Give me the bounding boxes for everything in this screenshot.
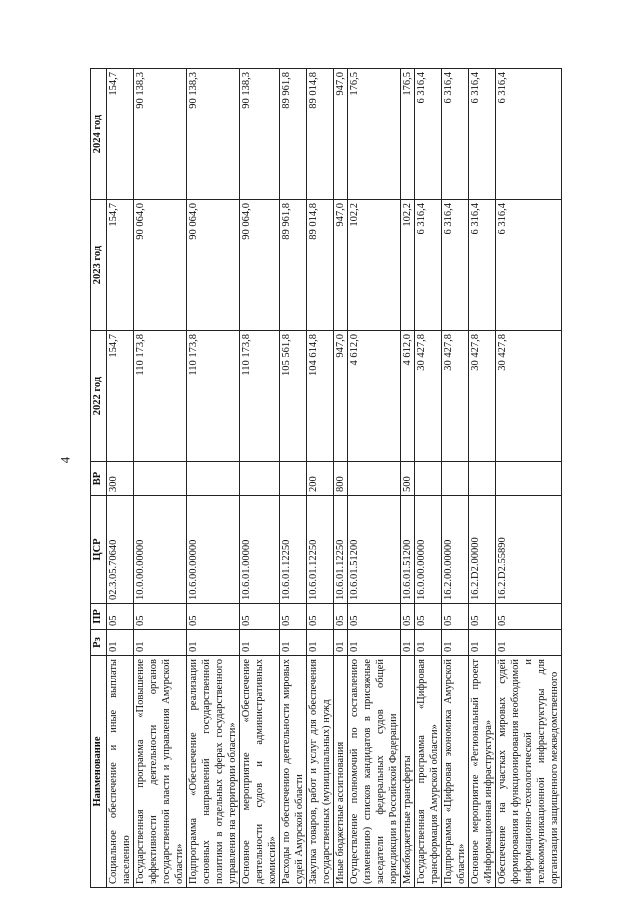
row-pr: 05 [401, 604, 415, 630]
row-2022: 4 612,0 [348, 331, 401, 462]
row-vr [415, 462, 442, 496]
table-row [401, 69, 415, 888]
row-vr: 500 [401, 462, 415, 496]
row-rz: 01 [187, 630, 240, 656]
row-name: Государственная программа «Повышение эффективности деятельности органов государственной власти и управления Амурской области» [134, 656, 187, 888]
row-2022: 30 427,8 [442, 331, 469, 462]
row-pr: 05 [134, 604, 187, 630]
row-vr [348, 462, 401, 496]
row-2022: 110 173,8 [134, 331, 187, 462]
row-2024: 6 316,4 [496, 69, 562, 200]
table-row [415, 69, 442, 888]
row-name: Расходы по обеспечению деятельности мировых судей Амурской области [280, 656, 307, 888]
row-pr: 05 [187, 604, 240, 630]
row-rz: 01 [107, 630, 134, 656]
row-2023: 89 961,8 [280, 200, 307, 331]
row-rz: 01 [280, 630, 307, 656]
row-rz: 01 [442, 630, 469, 656]
row-rz: 01 [415, 630, 442, 656]
row-2023: 90 064,0 [187, 200, 240, 331]
table-row [107, 69, 134, 888]
row-vr [469, 462, 496, 496]
row-csr: 16.0.00.00000 [415, 496, 442, 604]
row-2023: 947,0 [334, 200, 348, 331]
row-vr [134, 462, 187, 496]
row-csr: 16.2.00.00000 [442, 496, 469, 604]
row-2024: 154,7 [107, 69, 134, 200]
row-2024: 176,5 [348, 69, 401, 200]
row-csr: 10.6.01.12250 [280, 496, 307, 604]
row-rz: 01 [307, 630, 334, 656]
row-2022: 105 561,8 [280, 331, 307, 462]
row-2023: 89 014,8 [307, 200, 334, 331]
row-csr: 10.0.00.00000 [134, 496, 187, 604]
row-2023: 6 316,4 [415, 200, 442, 331]
row-name: Государственная программа «Цифровая трансформация Амурской области» [415, 656, 442, 888]
row-vr [280, 462, 307, 496]
row-csr: 10.6.01.12250 [307, 496, 334, 604]
row-rz: 01 [334, 630, 348, 656]
table-row [187, 69, 240, 888]
row-rz: 01 [469, 630, 496, 656]
row-2023: 6 316,4 [496, 200, 562, 331]
header-rz: Рз [91, 630, 107, 656]
row-csr: 16.2.D2.55890 [496, 496, 562, 604]
row-2024: 6 316,4 [469, 69, 496, 200]
header-2024: 2024 год [91, 69, 107, 200]
row-pr: 05 [334, 604, 348, 630]
row-name: Основное мероприятие «Обеспечение деятельности судов и административных комиссий» [240, 656, 280, 888]
header-vr: ВР [91, 462, 107, 496]
table-row [334, 69, 348, 888]
row-name: Закупка товаров, работ и услуг для обеспечения государственных (муниципальных) нужд [307, 656, 334, 888]
page-number: 4 [57, 456, 73, 464]
row-pr: 05 [348, 604, 401, 630]
row-2022: 104 614,8 [307, 331, 334, 462]
row-name: Межбюджетные трансферты [401, 656, 415, 888]
row-pr: 05 [415, 604, 442, 630]
table-header-row [91, 69, 107, 888]
rotated-page-content [90, 68, 580, 888]
row-vr: 800 [334, 462, 348, 496]
row-vr [496, 462, 562, 496]
row-2024: 6 316,4 [442, 69, 469, 200]
row-2022: 30 427,8 [469, 331, 496, 462]
row-2024: 90 138,3 [240, 69, 280, 200]
row-2023: 90 064,0 [240, 200, 280, 331]
row-2024: 947,0 [334, 69, 348, 200]
row-rz: 01 [348, 630, 401, 656]
row-2022: 30 427,8 [415, 331, 442, 462]
row-2023: 6 316,4 [442, 200, 469, 331]
row-csr: 10.6.01.00000 [240, 496, 280, 604]
row-csr: 16.2.D2.00000 [469, 496, 496, 604]
row-rz: 01 [496, 630, 562, 656]
row-csr: 10.6.01.51200 [401, 496, 415, 604]
row-csr: 10.6.00.00000 [187, 496, 240, 604]
row-pr: 05 [496, 604, 562, 630]
row-name: Подпрограмма «Обеспечение реализации основных направлений государственной политики в отдельных сферах государственного управления на территории области» [187, 656, 240, 888]
row-name: Социальное обеспечение и иные выплаты населению [107, 656, 134, 888]
row-2022: 947,0 [334, 331, 348, 462]
row-pr: 05 [442, 604, 469, 630]
table-row [496, 69, 562, 888]
row-name: Обеспечение на участках мировых судей формирования и функционирования необходимой информационно-технологической и телекоммуникационной инфраструктуры для организации защищенного межведомственного [496, 656, 562, 888]
row-2023: 102,2 [348, 200, 401, 331]
header-2022: 2022 год [91, 331, 107, 462]
row-2022: 110 173,8 [187, 331, 240, 462]
row-vr [240, 462, 280, 496]
table-row [348, 69, 401, 888]
row-name: Основное мероприятие «Региональный проект «Информационная инфраструктура» [469, 656, 496, 888]
row-2024: 6 316,4 [415, 69, 442, 200]
row-name: Подпрограмма «Цифровая экономика Амурской области» [442, 656, 469, 888]
row-2023: 6 316,4 [469, 200, 496, 331]
row-rz: 01 [240, 630, 280, 656]
row-csr: 02.3.05.70640 [107, 496, 134, 604]
row-2022: 4 612,0 [401, 331, 415, 462]
row-pr: 05 [307, 604, 334, 630]
row-2024: 90 138,3 [187, 69, 240, 200]
row-2024: 90 138,3 [134, 69, 187, 200]
header-name: Наименование [91, 656, 107, 888]
table-row [280, 69, 307, 888]
row-rz: 01 [134, 630, 187, 656]
header-csr: ЦСР [91, 496, 107, 604]
row-csr: 10.6.01.51200 [348, 496, 401, 604]
table-row [307, 69, 334, 888]
row-2023: 154,7 [107, 200, 134, 331]
row-2024: 89 014,8 [307, 69, 334, 200]
row-name: Осуществление полномочий по составлению (изменению) списков кандидатов в присяжные заседатели федеральных судов общей юрисдикции в Российской Федерации [348, 656, 401, 888]
row-name: Иные бюджетные ассигнования [334, 656, 348, 888]
row-2023: 102,2 [401, 200, 415, 331]
row-2022: 154,7 [107, 331, 134, 462]
header-2023: 2023 год [91, 200, 107, 331]
row-pr: 05 [280, 604, 307, 630]
table-row [442, 69, 469, 888]
row-2022: 110 173,8 [240, 331, 280, 462]
row-rz: 01 [401, 630, 415, 656]
row-2024: 176,5 [401, 69, 415, 200]
row-pr: 05 [107, 604, 134, 630]
row-csr: 10.6.01.12250 [334, 496, 348, 604]
table-row [240, 69, 280, 888]
row-vr: 200 [307, 462, 334, 496]
budget-table [90, 68, 562, 888]
row-2022: 30 427,8 [496, 331, 562, 462]
table-row [134, 69, 187, 888]
row-vr: 300 [107, 462, 134, 496]
row-pr: 05 [469, 604, 496, 630]
row-vr [442, 462, 469, 496]
row-vr [187, 462, 240, 496]
row-2023: 90 064,0 [134, 200, 187, 331]
row-pr: 05 [240, 604, 280, 630]
header-pr: ПР [91, 604, 107, 630]
table-row [469, 69, 496, 888]
row-2024: 89 961,8 [280, 69, 307, 200]
